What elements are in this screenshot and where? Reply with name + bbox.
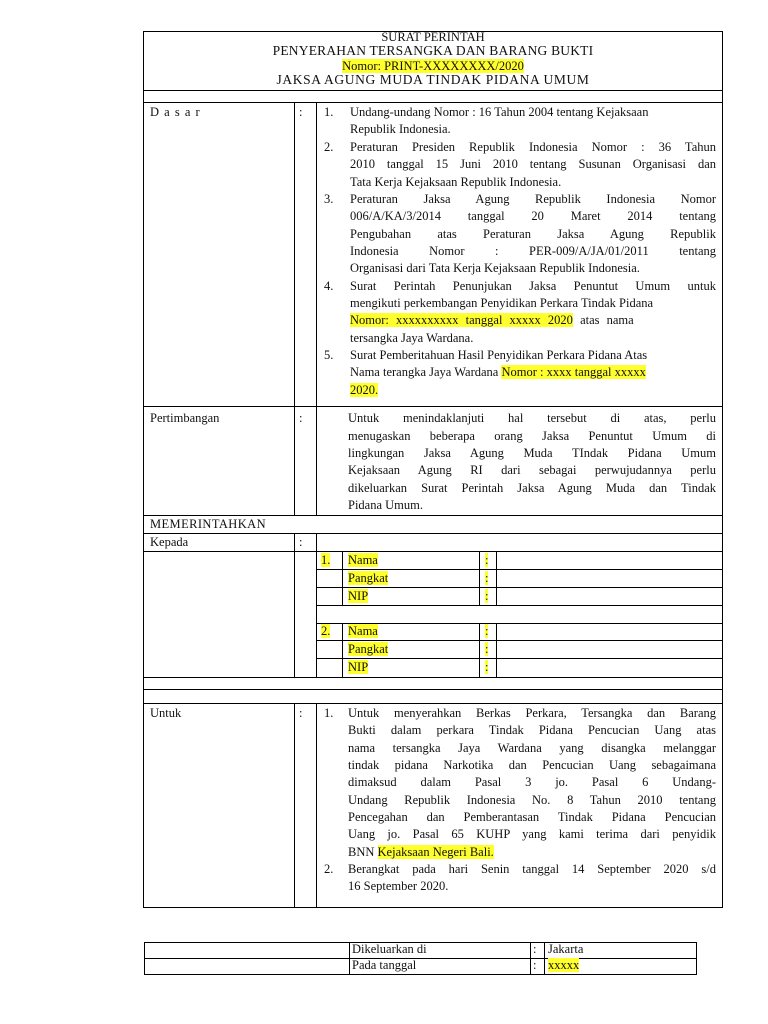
kepada-person-2-nama: Nama — [348, 624, 378, 638]
kepada-person-1-nip: NIP — [348, 589, 369, 603]
dasar-item-5-highlight: Nomor : xxxx tanggal xxxxx — [501, 365, 646, 379]
kepada-label: Kepada — [150, 535, 189, 549]
pertimbangan-label: Pertimbangan — [150, 411, 220, 425]
dasar-item-4-line: Surat Perintah Penunjukan Jaksa Penuntut Umum untuk — [350, 279, 716, 293]
dasar-item-4-num: 4. — [324, 279, 334, 293]
pertimbangan-line: menugaskan beberapa orang Jaksa Penuntut Umum di — [348, 429, 716, 443]
kepada-person-1-pangkat-colon: : — [485, 571, 489, 585]
untuk-item-1-num: 1. — [324, 706, 334, 720]
untuk-colon: : — [299, 706, 303, 720]
dasar-item-3-line: Organisasi dari Tata Kerja Kejaksaan Republik Indonesia. — [350, 261, 640, 275]
footer-tanggal-colon: : — [533, 958, 537, 972]
untuk-item-1-line: dimaksud dalam Pasal 3 jo. Pasal 6 Undang- — [348, 775, 716, 789]
kepada-colon: : — [299, 535, 303, 549]
kepada-person-2-pangkat: Pangkat — [348, 642, 389, 656]
dasar-item-3-line: Peraturan Jaksa Agung Republik Indonesia Nomor — [350, 192, 716, 206]
dasar-item-1-line: Republik Indonesia. — [350, 122, 451, 136]
dasar-item-5-line: Surat Pemberitahuan Hasil Penyidikan Perkara Pidana Atas — [350, 348, 648, 362]
dasar-label: D a s a r — [150, 105, 201, 119]
memerintahkan-heading: MEMERINTAHKAN — [150, 517, 266, 531]
footer-dikeluarkan-label: Dikeluarkan di — [352, 942, 427, 956]
untuk-item-1-pre: BNN — [348, 845, 378, 859]
footer-dikeluarkan-value: Jakarta — [548, 942, 584, 956]
header-issuer: JAKSA AGUNG MUDA TINDAK PIDANA UMUM — [276, 72, 590, 87]
untuk-item-2-num: 2. — [324, 862, 334, 876]
kepada-person-1-num: 1. — [321, 553, 331, 567]
dasar-item-4-highlight: Nomor: xxxxxxxxxx tanggal xxxxx 2020 — [350, 313, 573, 327]
untuk-item-2-line: 16 September 2020. — [348, 879, 449, 893]
untuk-item-1-line: nama tersangka Jaya Wardana yang disangka melanggar — [348, 741, 716, 755]
header-nomor: Nomor: PRINT-XXXXXXXX/2020 — [342, 59, 524, 73]
dasar-colon: : — [299, 105, 303, 119]
footer-dikeluarkan-colon: : — [533, 942, 537, 956]
dasar-item-4-last: tersangka Jaya Wardana. — [350, 331, 474, 345]
kepada-person-2-nama-colon: : — [485, 624, 489, 638]
untuk-item-2-line: Berangkat pada hari Senin tanggal 14 September 2020 s/d — [348, 862, 716, 876]
pertimbangan-line: Pidana Umum. — [348, 498, 423, 512]
untuk-item-1-line: tindak pidana Narkotika dan Pencucian Uang sebagaimana — [348, 758, 716, 772]
dasar-item-2-line: Peraturan Presiden Republik Indonesia Nomor : 36 Tahun — [350, 140, 716, 154]
untuk-item-1-line: Untuk menyerahkan Berkas Perkara, Tersangka dan Barang — [348, 706, 716, 720]
footer-tanggal-value: xxxxx — [548, 958, 580, 972]
untuk-item-1-line: Uang jo. Pasal 65 KUHP yang kami terima dari penyidik — [348, 827, 716, 841]
dasar-item-4-after: atas nama — [572, 313, 634, 327]
dasar-item-3-num: 3. — [324, 192, 334, 206]
dasar-item-5-pre: Nama terangka Jaya Wardana — [350, 365, 502, 379]
dasar-item-3-line: Pengubahan atas Peraturan Jaksa Agung Republik — [350, 227, 716, 241]
untuk-label: Untuk — [150, 706, 182, 720]
pertimbangan-line: dikeluarkan Surat Perintah Jaksa Agung Muda dan Tindak — [348, 481, 716, 495]
kepada-person-2-nip: NIP — [348, 660, 369, 674]
kepada-person-1-nama: Nama — [348, 553, 378, 567]
untuk-item-1-line: Bukti dalam perkara Tindak Pidana Pencucian Uang atas — [348, 723, 716, 737]
dasar-item-2-num: 2. — [324, 140, 334, 154]
dasar-item-2-line: Tata Kerja Kejaksaan Republik Indonesia. — [350, 175, 562, 189]
dasar-item-4-line: mengikuti perkembangan Penyidikan Perkara Tindak Pidana — [350, 296, 654, 310]
kepada-person-2-pangkat-colon: : — [485, 642, 489, 656]
pertimbangan-line: lingkungan Jaksa Agung Muda TIndak Pidana Umum — [348, 446, 716, 460]
kepada-person-2-nip-colon: : — [485, 660, 489, 674]
pertimbangan-colon: : — [299, 411, 303, 425]
dasar-item-5-year: 2020. — [350, 383, 379, 397]
header-subtitle: PENYERAHAN TERSANGKA DAN BARANG BUKTI — [272, 43, 594, 58]
dasar-item-3-line: Indonesia Nomor : PER-009/A/JA/01/2011 tentang — [350, 244, 716, 258]
untuk-item-1-line: Pencegahan dan Pemberantasan Tindak Pidana Pencucian — [348, 810, 716, 824]
dasar-item-2-line: 2010 tanggal 15 Juni 2010 tentang Susunan Organisasi dan — [350, 157, 716, 171]
pertimbangan-line: Kejaksaan Agung RI dari sebagai perwujudannya perlu — [348, 463, 716, 477]
dasar-item-3-line: 006/A/KA/3/2014 tanggal 20 Maret 2014 tentang — [350, 209, 716, 223]
kepada-person-1-nip-colon: : — [485, 589, 489, 603]
dasar-item-1-num: 1. — [324, 105, 334, 119]
dasar-item-5-num: 5. — [324, 348, 334, 362]
pertimbangan-line: Untuk menindaklanjuti hal tersebut di atas, perlu — [348, 411, 716, 425]
footer-tanggal-label: Pada tanggal — [352, 958, 417, 972]
untuk-item-1-highlight: Kejaksaan Negeri Bali. — [377, 845, 494, 859]
dasar-item-1-line: Undang-undang Nomor : 16 Tahun 2004 tentang Kejaksaan — [350, 105, 649, 119]
kepada-person-1-nama-colon: : — [485, 553, 489, 567]
untuk-item-1-line: Undang Republik Indonesia No. 8 Tahun 2010 tentang — [348, 793, 716, 807]
header-title: SURAT PERINTAH — [381, 30, 485, 44]
kepada-person-2-num: 2. — [321, 624, 331, 638]
kepada-person-1-pangkat: Pangkat — [348, 571, 389, 585]
